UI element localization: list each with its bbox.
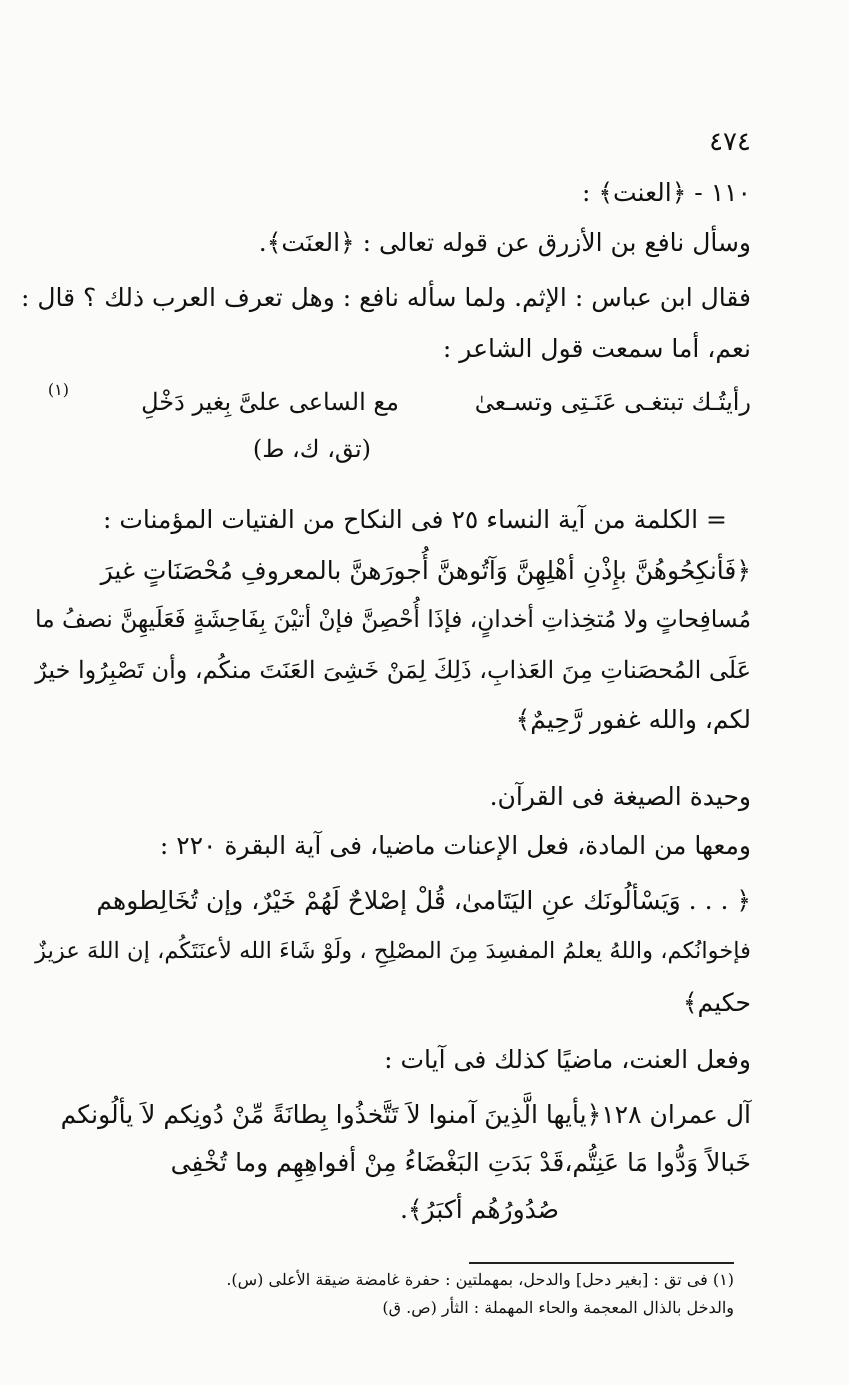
quran-verse-line: ﴿فَأنكِحُوهُنَّ بإِذْنِ أهْلِهِنَّ وَآتُوهنَّ أُجورَهنَّ بالمعروفِ مُحْصَنَاتٍ غيرَ <box>100 556 751 585</box>
quran-verse-line: مُسافِحاتٍ ولا مُتخِذاتِ أخدانٍ، فإذَا أُحْصِنَّ فإنْ أتيْنَ بِفَاحِشَةٍ فَعَلَيهِنَّ نصفُ ما <box>35 606 751 633</box>
quran-verse-line: حكيم﴾ <box>682 988 751 1017</box>
verse-left-hemistich: مع الساعى علىَّ بِغير دَخْلِ <box>141 388 399 416</box>
quran-verse-line: ﴿ . . . وَيَسْألُونَك عنِ اليَتَامىٰ، قُلْ إصْلاحٌ لَهُمْ خَيْرٌ، وإن تُخَالِطوهم <box>96 886 751 915</box>
text-line: نعم، أما سمعت قول الشاعر : <box>442 334 751 363</box>
text-line: = الكلمة من آية النساء ٢٥ فى النكاح من الفتيات المؤمنات : <box>102 505 727 534</box>
quran-verse-line: آل عمران ١٢٨﴿يأيها الَّذِينَ آمنوا لاَ تَتَّخذُوا بِطانَةً مِّنْ دُونِكم لاَ يألُونكم <box>60 1100 751 1129</box>
quran-verse-line: خَبالاً وَدُّوا مَا عَنِتُّم،قَدْ بَدَتِ البَغْضَاءُ مِنْ أفواهِهِم وما تُخْفِى <box>170 1148 751 1177</box>
footnote-line: والدخل بالذال المعجمة والحاء المهملة : الثأر (ص. ق) <box>382 1298 734 1317</box>
footnote-marker: (١) <box>47 380 69 399</box>
verse-sources: (تق، ك، ط) <box>252 435 371 463</box>
footnote-divider <box>469 1262 734 1264</box>
text-line: ومعها من المادة، فعل الإعنات ماضيا، فى آية البقرة ٢٢٠ : <box>159 831 751 860</box>
text-line: وسأل نافع بن الأزرق عن قوله تعالى : ﴿العنَت﴾. <box>258 228 751 257</box>
text-line: وحيدة الصيغة فى القرآن. <box>489 782 751 811</box>
text-line: وفعل العنت، ماضيًا كذلك فى آيات : <box>384 1045 751 1074</box>
quran-verse-line: لكم، والله غفور رَّحِيمٌ﴾ <box>515 705 751 734</box>
quran-verse-line: فإخوانُكم، واللهُ يعلمُ المفسِدَ مِنَ المصْلِحِ ، ولَوْ شَاءَ الله لأعنَتَكُم، إن اللهَ عزيزٌ <box>35 938 751 964</box>
entry-heading: ١١٠ - ﴿العنت﴾ : <box>581 178 751 207</box>
verse-right-hemistich: رأيتُـك تبتغـى عَنَـتِى وتسـعىٰ <box>474 388 751 416</box>
text-line: فقال ابن عباس : الإثم. ولما سأله نافع : وهل تعرف العرب ذلك ؟ قال : <box>21 283 751 312</box>
quran-verse-line: صُدُورُهُم أكبَرُ﴾. <box>399 1195 559 1224</box>
quran-verse-line: عَلَى المُحصَناتِ مِنَ العَذابِ، ذَلِكَ لِمَنْ خَشِىَ العَنَتَ منكُم، وأن تَصْبِرُوا خيرٌ <box>35 656 751 684</box>
footnote-line: (١) فى تق : [بغير دحل] والدحل، بمهملتين : حفرة غامضة ضيقة الأعلى (س). <box>226 1270 734 1289</box>
page-number: ٤٧٤ <box>709 127 751 157</box>
